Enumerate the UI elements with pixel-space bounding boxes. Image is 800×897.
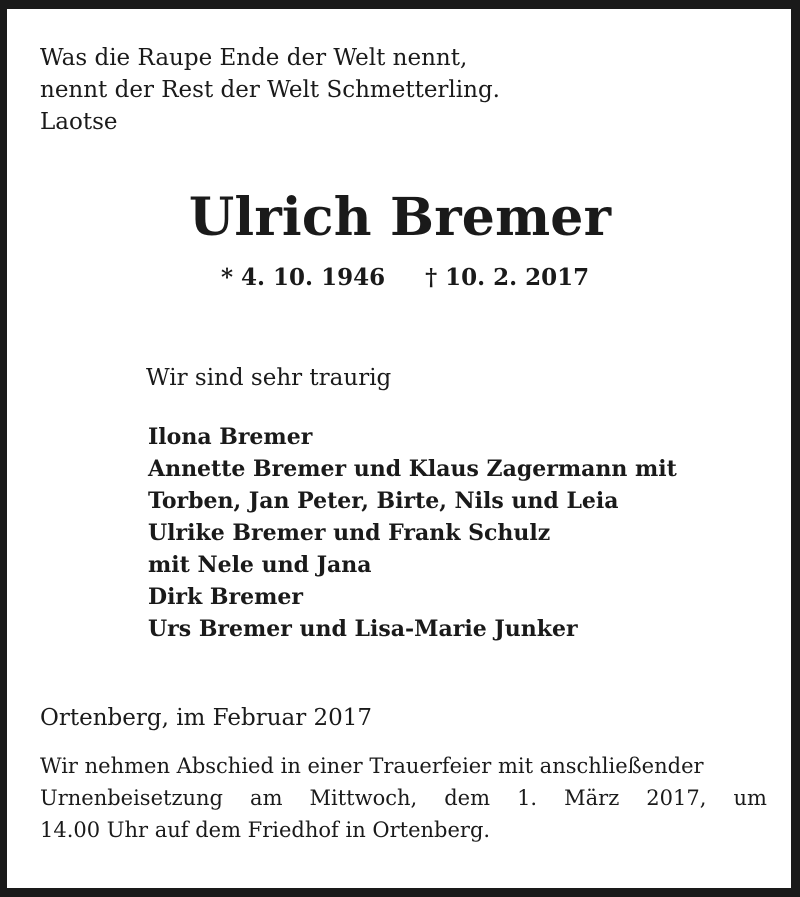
mourner-line: Dirk Bremer bbox=[148, 584, 303, 610]
quote-line-1: Was die Raupe Ende der Welt nennt, bbox=[40, 45, 468, 71]
mourner-line: Ulrike Bremer und Frank Schulz bbox=[148, 520, 551, 546]
birth-date: * 4. 10. 1946 bbox=[221, 264, 386, 291]
life-dates bbox=[221, 262, 589, 294]
mourners-list bbox=[148, 421, 677, 645]
funeral-notice bbox=[40, 750, 767, 846]
notice-line-1: Wir nehmen Abschied in einer Trauerfeier mit anschließender bbox=[40, 754, 704, 778]
notice-word: 1. bbox=[517, 786, 538, 810]
quote-author: Laotse bbox=[40, 109, 118, 135]
mourner-line: Torben, Jan Peter, Birte, Nils und Leia bbox=[148, 488, 619, 514]
notice-word: März bbox=[564, 786, 620, 810]
notice-word: dem bbox=[444, 786, 491, 810]
death-date: † 10. 2. 2017 bbox=[425, 264, 590, 291]
mourner-line: Annette Bremer und Klaus Zagermann mit bbox=[148, 456, 677, 482]
notice-word: um bbox=[733, 786, 767, 810]
notice-line-3: 14.00 Uhr auf dem Friedhof in Ortenberg. bbox=[40, 818, 491, 842]
notice-word: Mittwoch, bbox=[309, 786, 418, 810]
mourner-line: Ilona Bremer bbox=[148, 424, 313, 450]
notice-word: Urnenbeisetzung bbox=[40, 786, 224, 810]
deceased-name: Ulrich Bremer bbox=[188, 187, 612, 248]
mourner-line: mit Nele und Jana bbox=[148, 552, 372, 578]
notice-word: am bbox=[250, 786, 283, 810]
notice-line-2 bbox=[40, 782, 767, 814]
mourner-line: Urs Bremer und Lisa-Marie Junker bbox=[148, 616, 578, 642]
place-and-date: Ortenberg, im Februar 2017 bbox=[40, 705, 373, 731]
condolence-text: Wir sind sehr traurig bbox=[146, 365, 392, 391]
notice-word: 2017, bbox=[646, 786, 707, 810]
quote-line-2: nennt der Rest der Welt Schmetterling. bbox=[40, 77, 500, 103]
quote-block bbox=[40, 42, 500, 138]
